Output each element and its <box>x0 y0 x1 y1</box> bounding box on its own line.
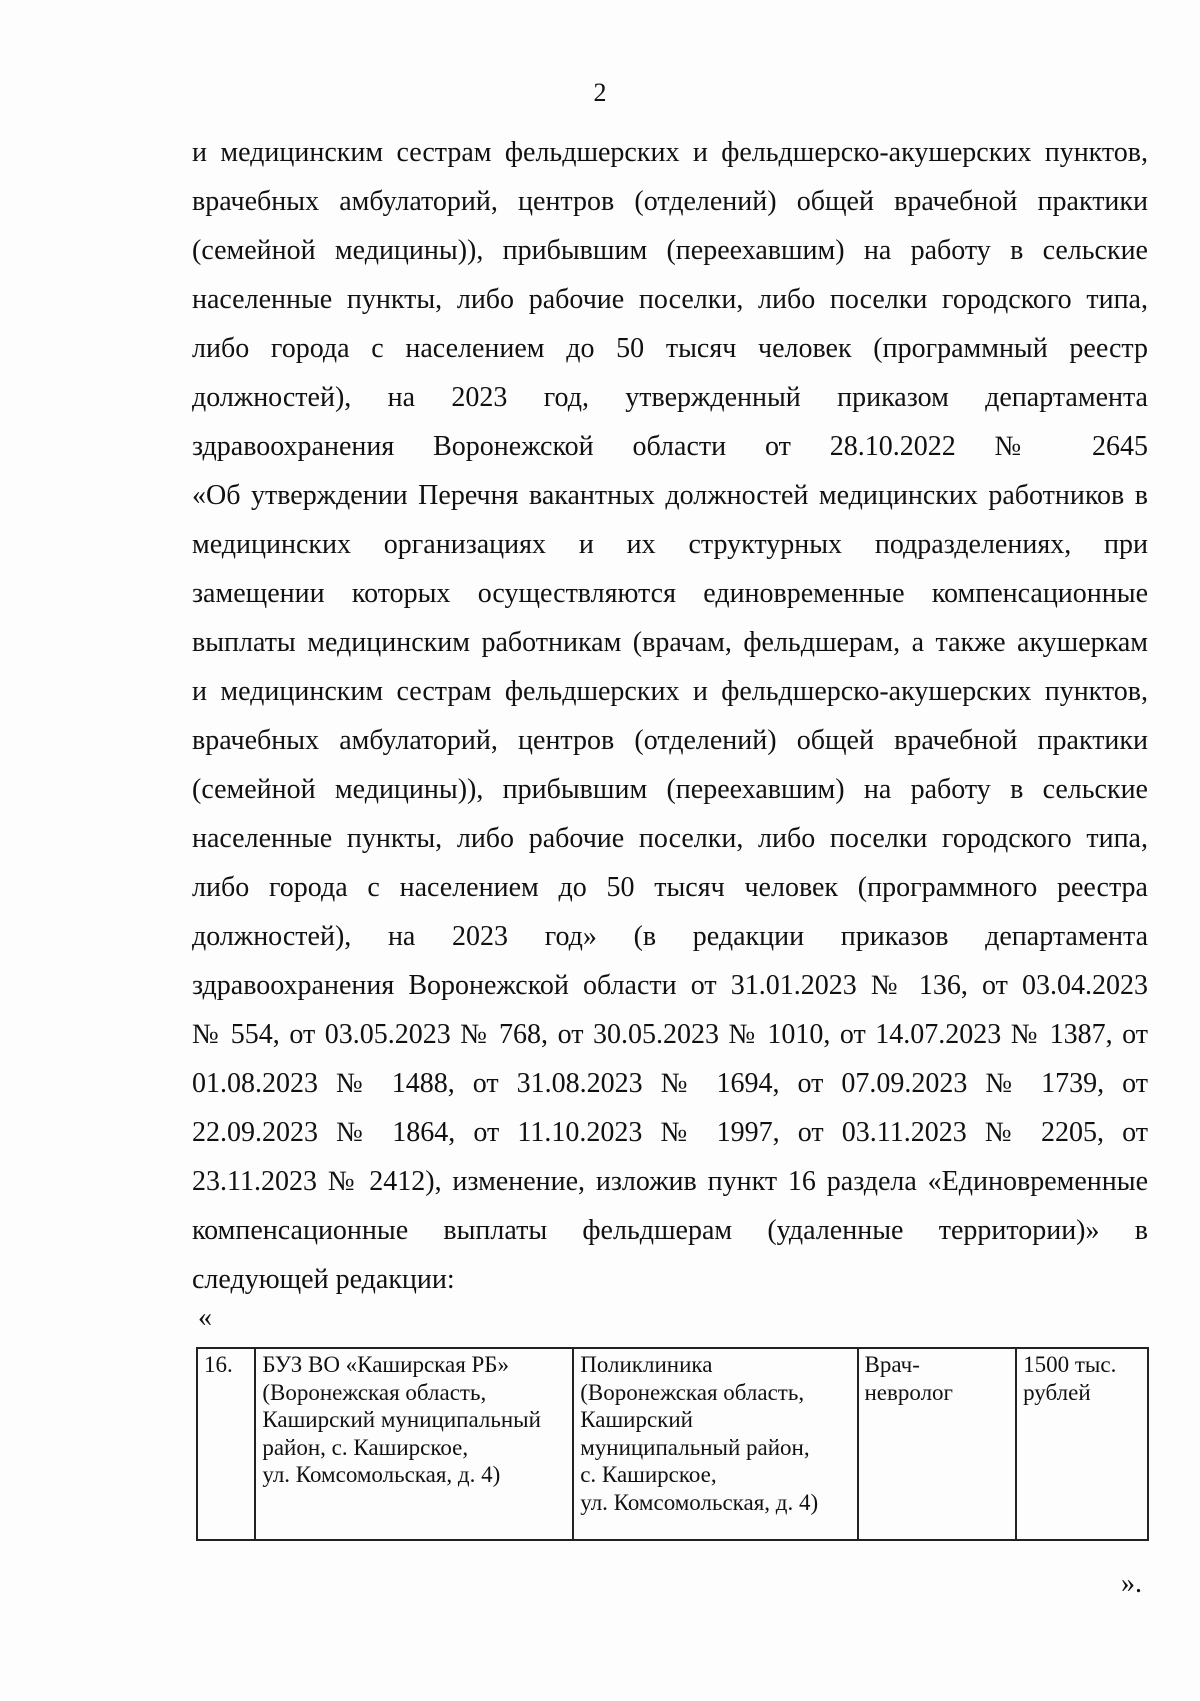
text-line: либо города с населением до 50 тысяч человек (программный реестр <box>192 333 1148 364</box>
organization-line: (Воронежская область, <box>262 1379 487 1405</box>
text-line: 01.08.2023 № 1488, от 31.08.2023 № 1694, от 07.09.2023 № 1739, от <box>192 1068 1148 1099</box>
text-line: должностей), на 2023 год, утвержденный приказом департамента <box>192 382 1148 413</box>
text-line: медицинских организациях и их структурных подразделениях, при <box>192 529 1148 560</box>
text-line: «Об утверждении Перечня вакантных должностей медицинских работников в <box>192 480 1148 511</box>
text-line: населенные пункты, либо рабочие поселки, либо поселки городского типа, <box>192 823 1148 854</box>
division-line: с. Каширское, <box>580 1462 717 1487</box>
text-line: врачебных амбулаторий, центров (отделений) общей врачебной практики <box>192 186 1148 217</box>
body-text <box>192 128 1148 1304</box>
position-line: невролог <box>864 1379 953 1405</box>
table-row <box>197 1348 1148 1540</box>
text-line: компенсационные выплаты фельдшерам (удаленные территории)» в <box>192 1215 1148 1246</box>
amount-line: 1500 тыс. <box>1023 1352 1117 1377</box>
text-line: населенные пункты, либо рабочие поселки, либо поселки городского типа, <box>192 284 1148 315</box>
text-line: либо города с населением до 50 тысяч человек (программного реестра <box>192 872 1148 903</box>
organization-cell <box>255 1348 573 1540</box>
text-line: (семейной медицины)), прибывшим (переехавшим) на работу в сельские <box>192 235 1148 266</box>
text-line: здравоохранения Воронежской области от 28.10.2022 № 2645 <box>192 431 1148 462</box>
division-cell <box>573 1348 857 1540</box>
text-line: следующей редакции: <box>192 1264 455 1295</box>
text-line: и медицинским сестрам фельдшерских и фельдшерско-акушерских пунктов, <box>192 676 1148 707</box>
text-line: должностей), на 2023 год» (в редакции приказов департамента <box>192 921 1148 952</box>
text-line: 22.09.2023 № 1864, от 11.10.2023 № 1997, от 03.11.2023 № 2205, от <box>192 1117 1148 1148</box>
division-line: муниципальный район, <box>580 1434 810 1460</box>
entry-table <box>196 1347 1149 1541</box>
page-number: 2 <box>593 78 607 107</box>
organization-line: БУЗ ВО «Каширская РБ» <box>262 1352 510 1377</box>
text-line: и медицинским сестрам фельдшерских и фельдшерско-акушерских пунктов, <box>192 137 1148 168</box>
organization-line: ул. Комсомольская, д. 4) <box>262 1462 501 1487</box>
closing-quote-mark: ». <box>1121 1568 1142 1599</box>
organization-line: район, с. Каширское, <box>262 1434 469 1460</box>
division-line: ул. Комсомольская, д. 4) <box>580 1489 819 1515</box>
division-line: Поликлиника <box>580 1352 713 1377</box>
division-line: Каширский <box>580 1407 693 1432</box>
position-line: Врач- <box>864 1352 920 1377</box>
row-number: 16. <box>204 1352 233 1377</box>
text-line: здравоохранения Воронежской области от 31.01.2023 № 136, от 03.04.2023 <box>192 970 1148 1001</box>
division-line: (Воронежская область, <box>580 1379 805 1405</box>
organization-line: Каширский муниципальный <box>262 1407 541 1432</box>
text-line: 23.11.2023 № 2412), изменение, изложив пункт 16 раздела «Единовременные <box>192 1166 1148 1197</box>
opening-quote-mark: « <box>198 1302 212 1333</box>
text-line: (семейной медицины)), прибывшим (переехавшим) на работу в сельские <box>192 774 1148 805</box>
text-line: выплаты медицинским работникам (врачам, фельдшерам, а также акушеркам <box>192 627 1148 658</box>
text-line: № 554, от 03.05.2023 № 768, от 30.05.2023 № 1010, от 14.07.2023 № 1387, от <box>192 1019 1148 1050</box>
text-line: врачебных амбулаторий, центров (отделений) общей врачебной практики <box>192 725 1148 756</box>
position-cell <box>858 1348 1017 1540</box>
amount-line: рублей <box>1023 1379 1091 1405</box>
row-number-cell <box>197 1348 255 1540</box>
text-line: замещении которых осуществляются единовременные компенсационные <box>192 578 1148 609</box>
amount-cell <box>1016 1348 1148 1540</box>
